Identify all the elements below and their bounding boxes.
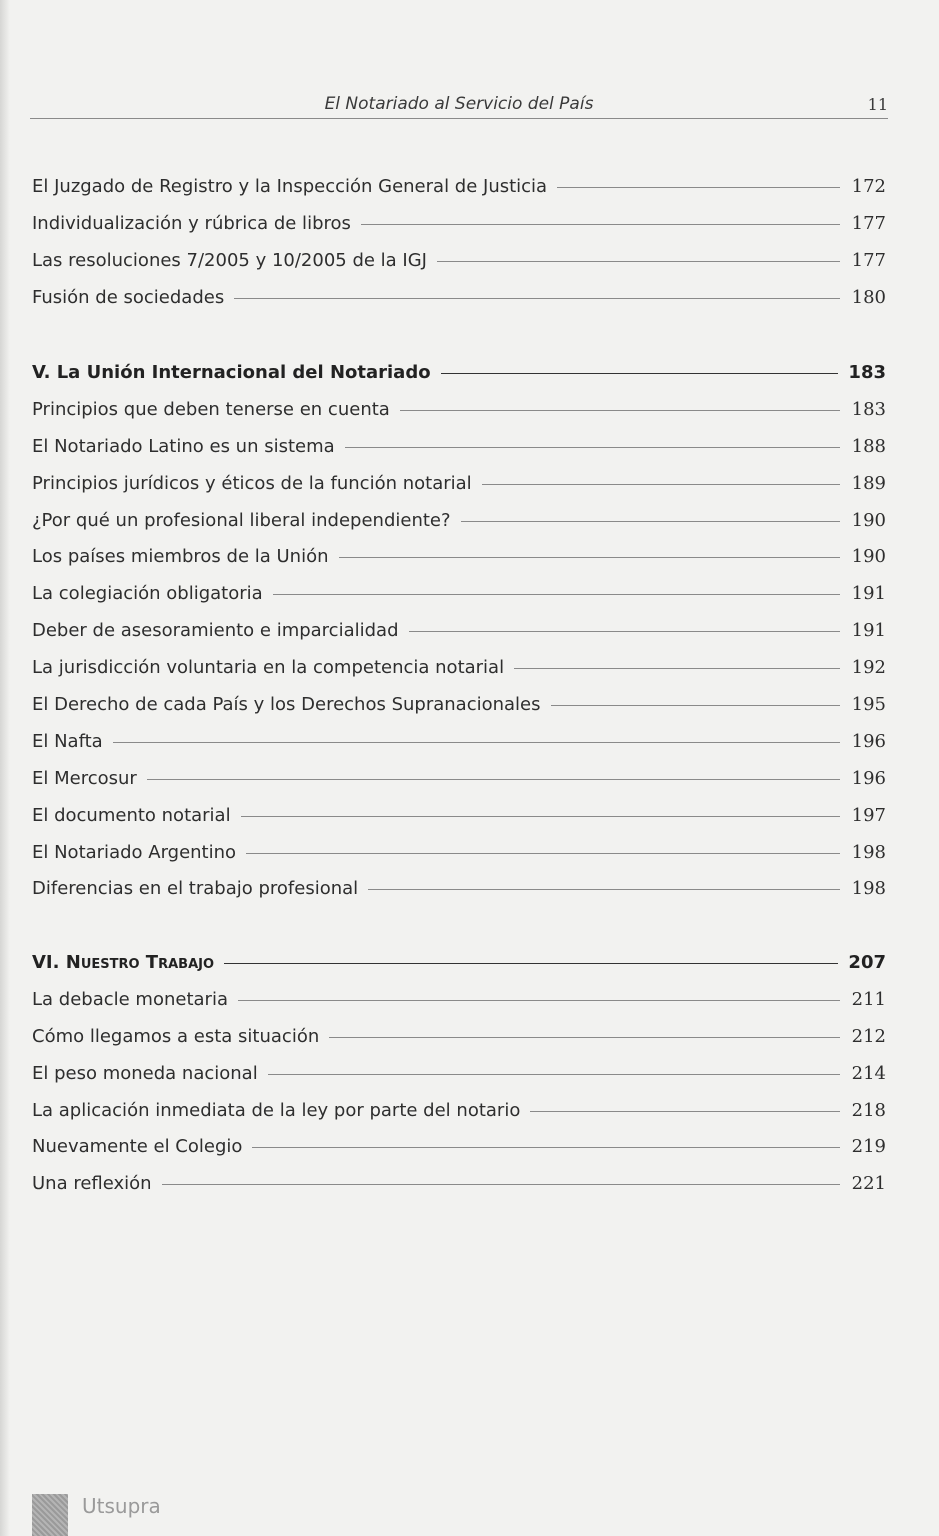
toc-entry-page: 198 [851, 841, 886, 863]
running-header [30, 92, 888, 119]
toc-entry-title: ¿Por qué un profesional liberal independiente? [32, 509, 451, 531]
toc-entry[interactable] [32, 1100, 886, 1137]
toc-entry-page: 191 [851, 583, 886, 605]
toc-entry-page: 195 [851, 694, 886, 716]
toc-leader-line [252, 1147, 840, 1148]
page-footer [32, 1494, 161, 1536]
toc-entry-page: 180 [851, 286, 886, 308]
toc-entry-page: 191 [851, 620, 886, 642]
toc-entry-title: El documento notarial [32, 804, 231, 826]
toc-entry-title: Las resoluciones 7/2005 y 10/2005 de la IGJ [32, 249, 427, 271]
toc-leader-line [238, 1000, 840, 1001]
toc-chapter-title: V. La Unión Internacional del Notariado [32, 362, 431, 383]
toc-chapter-v [32, 362, 886, 915]
toc-entry-title: La jurisdicción voluntaria en la competencia notarial [32, 657, 505, 679]
toc-leader-line [246, 853, 840, 854]
toc-chapter-number: VI. [32, 952, 60, 973]
toc-chapter-name: Nuestro Trabajo [65, 952, 215, 973]
toc-entry[interactable] [32, 583, 886, 620]
toc-entry[interactable] [32, 176, 886, 213]
toc-entry[interactable] [32, 657, 886, 694]
page-edge-shadow [0, 0, 10, 1536]
toc-leader-line [268, 1074, 840, 1075]
toc-entry-page: 219 [851, 1136, 886, 1158]
toc-entry-title: La debacle monetaria [32, 988, 228, 1010]
toc-leader-line [461, 521, 840, 522]
running-header-page-number: 11 [867, 95, 888, 114]
toc-section-iv-tail [32, 176, 886, 324]
toc-entry-page: 196 [851, 767, 886, 789]
toc-entry-title: Una reflexión [32, 1173, 152, 1195]
toc-entry-page: 177 [851, 249, 886, 271]
toc-entry[interactable] [32, 473, 886, 510]
toc-entry[interactable] [32, 436, 886, 473]
toc-entry[interactable] [32, 546, 886, 583]
toc-entry[interactable] [32, 1026, 886, 1063]
toc-entry-title: Deber de asesoramiento e imparcialidad [32, 620, 399, 642]
toc-leader-line [557, 187, 840, 188]
toc-leader-line [345, 447, 840, 448]
toc-entry-title: Los países miembros de la Unión [32, 546, 329, 568]
toc-leader-line [329, 1037, 840, 1038]
toc-entry-page: 221 [851, 1173, 886, 1195]
toc-entry[interactable] [32, 399, 886, 436]
toc-entry-page: 211 [851, 988, 886, 1010]
toc-chapter-page: 207 [848, 952, 886, 973]
toc-entry[interactable] [32, 731, 886, 768]
toc-entry-page: 197 [851, 804, 886, 826]
toc-entry-page: 190 [851, 546, 886, 568]
toc-entry-page: 183 [851, 398, 886, 420]
running-header-title: El Notariado al Servicio del País [324, 94, 594, 114]
toc-entry[interactable] [32, 287, 886, 324]
toc-entry[interactable] [32, 250, 886, 287]
toc-leader-line [551, 705, 841, 706]
toc-entry[interactable] [32, 1173, 886, 1210]
toc-entry-title: La colegiación obligatoria [32, 583, 263, 605]
toc-leader-line [224, 963, 838, 964]
toc-entry[interactable] [32, 510, 886, 547]
toc-chapter-heading[interactable] [32, 952, 886, 989]
toc-entry-page: 189 [851, 472, 886, 494]
toc-entry-page: 212 [851, 1025, 886, 1047]
toc-entry[interactable] [32, 805, 886, 842]
toc-entry-title: Individualización y rúbrica de libros [32, 212, 351, 234]
toc-entry-page: 196 [851, 730, 886, 752]
toc-entry-page: 218 [851, 1099, 886, 1121]
toc-entry-page: 198 [851, 878, 886, 900]
toc-leader-line [400, 410, 840, 411]
toc-chapter-title [32, 952, 214, 973]
toc-entry-page: 188 [851, 435, 886, 457]
toc-entry[interactable] [32, 620, 886, 657]
toc-leader-line [514, 668, 840, 669]
toc-entry-page: 172 [851, 176, 886, 197]
toc-leader-line [113, 742, 840, 743]
toc-entry-title: El Notariado Argentino [32, 841, 237, 863]
toc-entry-title: Principios jurídicos y éticos de la función notarial [32, 472, 472, 494]
toc-leader-line [437, 261, 840, 262]
toc-entry-title: Diferencias en el trabajo profesional [32, 878, 359, 900]
toc-entry[interactable] [32, 768, 886, 805]
toc-leader-line [409, 631, 841, 632]
toc-leader-line [162, 1184, 840, 1185]
footer-gray-block [32, 1494, 68, 1536]
toc-entry[interactable] [32, 694, 886, 731]
toc-entry-title: El Mercosur [32, 767, 137, 789]
toc-entry-title: Cómo llegamos a esta situación [32, 1025, 320, 1047]
toc-entry-title: Principios que deben tenerse en cuenta [32, 398, 390, 420]
toc-chapter-vi [32, 952, 886, 1210]
toc-leader-line [234, 298, 840, 299]
toc-entry-title: La aplicación inmediata de la ley por parte del notario [32, 1099, 521, 1121]
toc-chapter-heading[interactable] [32, 362, 886, 399]
toc-leader-line [368, 889, 840, 890]
footer-publisher: Utsupra [82, 1494, 161, 1518]
toc-entry-page: 214 [851, 1062, 886, 1084]
toc-leader-line [530, 1111, 840, 1112]
toc-entry[interactable] [32, 1063, 886, 1100]
toc-leader-line [147, 779, 840, 780]
toc-leader-line [339, 557, 841, 558]
toc-entry-title: El Derecho de cada País y los Derechos Supranacionales [32, 694, 541, 716]
toc-leader-line [241, 816, 840, 817]
toc-leader-line [482, 484, 840, 485]
toc-entry-title: Fusión de sociedades [32, 286, 225, 308]
toc-entry[interactable] [32, 989, 886, 1026]
toc-entry[interactable] [32, 842, 886, 879]
toc-leader-line [441, 373, 839, 374]
toc-entry-title: El peso moneda nacional [32, 1062, 258, 1084]
toc-chapter-page: 183 [848, 362, 886, 383]
toc-entry[interactable] [32, 878, 886, 915]
toc-leader-line [361, 224, 840, 225]
toc-entry-page: 190 [851, 509, 886, 531]
toc-entry-title: Nuevamente el Colegio [32, 1136, 243, 1158]
toc-entry[interactable] [32, 1136, 886, 1173]
toc-entry-title: El Juzgado de Registro y la Inspección General de Justicia [32, 176, 548, 197]
toc-entry-title: El Nafta [32, 730, 103, 752]
toc-entry-page: 177 [851, 212, 886, 234]
toc-entry-page: 192 [851, 657, 886, 679]
toc-entry-title: El Notariado Latino es un sistema [32, 435, 335, 457]
toc-leader-line [273, 594, 840, 595]
toc-entry[interactable] [32, 213, 886, 250]
